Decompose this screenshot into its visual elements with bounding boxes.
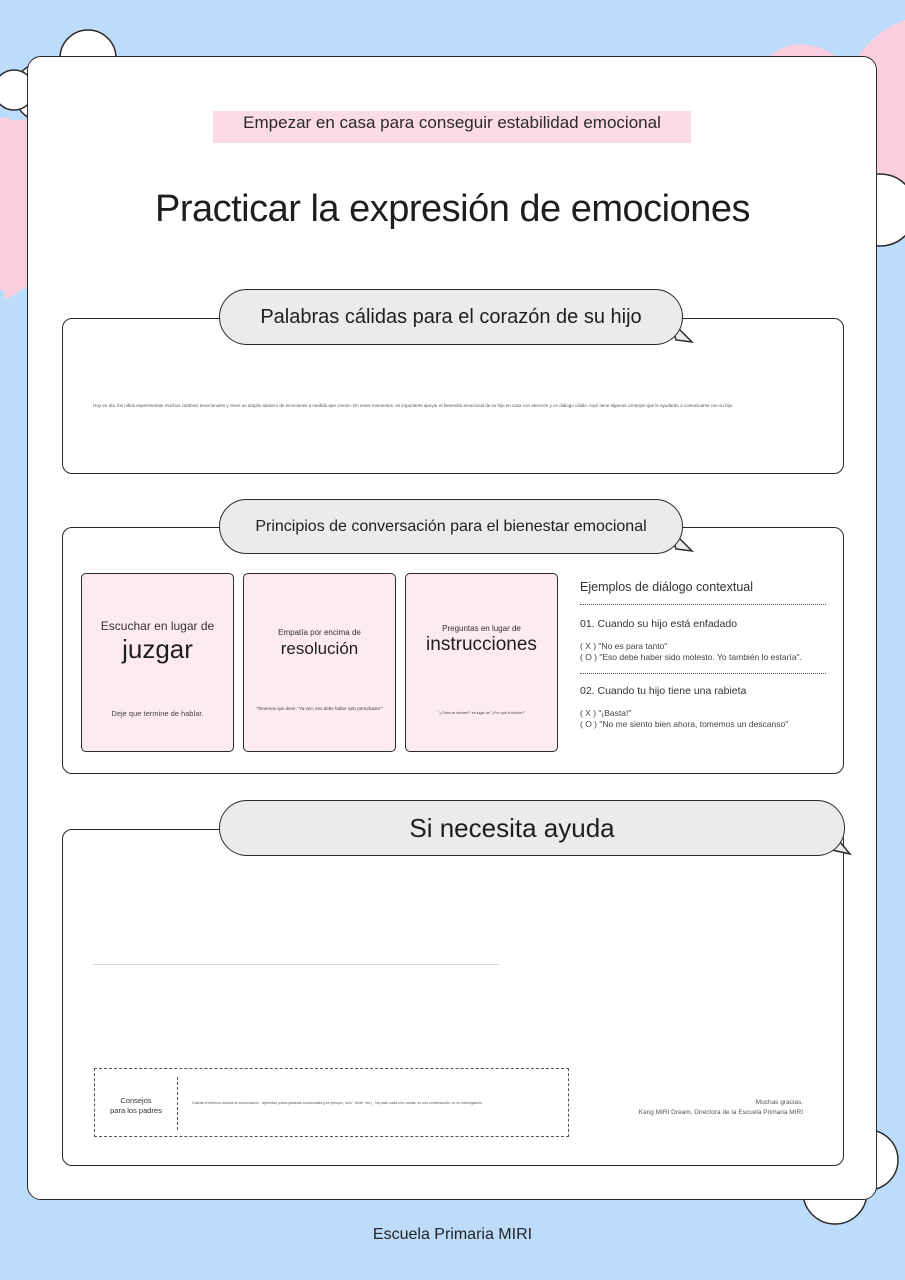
footer-school-name: Escuela Primaria MIRI <box>372 1226 533 1243</box>
tips-text: Guarde el teléfono durante la conversación · Aprendan juntos palabras emocionales (por ejemplo, 'solo', 'triste', etc.) · No pase nada si le cuesta; es una conversación, no un interrogatorio. <box>192 1101 483 1105</box>
tips-label-line2: para los padres <box>110 1106 162 1115</box>
example-heading: 01. Cuando su hijo está enfadado <box>580 618 738 630</box>
parent-tips-box <box>94 1068 569 1137</box>
principle-card-listen <box>81 573 234 752</box>
card-note: "Tenemos que decir: 'Ya veo, eso debe haber sido perturbador'" <box>256 706 383 711</box>
section-heading-text: Palabras cálidas para el corazón de su hijo <box>260 306 642 328</box>
card-small-label: Empatía por encima de <box>278 628 361 637</box>
section-heading-warm-words <box>219 289 683 345</box>
principle-card-questions <box>405 573 558 752</box>
dialogue-examples <box>580 580 826 730</box>
example-bad: ( X ) "¡Basta!" <box>580 708 632 718</box>
signature-block <box>639 1098 803 1118</box>
example-good: ( O ) "Eso debe haber sido molesto. Yo también lo estaría". <box>580 652 802 662</box>
intro-paragraph: Hoy en día, los niños experimentan muchos cambios emocionales y viven un amplio abanico de emociones a medida que crecen. En estos momentos, es importante apoyar el bienestar emocional de su hijo en casa con atención y un diálogo cálido. Aquí tiene algunos consejos que le ayudarán a comunicarse con su hijo. <box>93 403 734 408</box>
section-heading-principles <box>219 499 683 554</box>
help-divider-line <box>93 964 499 965</box>
dotted-divider <box>580 673 826 674</box>
principle-card-empathy <box>243 573 396 752</box>
example-bad: ( X ) "No es para tanto" <box>580 641 668 651</box>
tips-label-line1: Consejos <box>120 1096 152 1105</box>
card-small-label: Preguntas en lugar de <box>442 624 521 633</box>
section-heading-text: Principios de conversación para el bienestar emocional <box>255 518 647 535</box>
section-heading-text: Si necesita ayuda <box>409 813 615 843</box>
example-heading: 02. Cuando tu hijo tiene una rabieta <box>580 685 747 697</box>
thanks-line: Muchas gracias. <box>755 1099 803 1106</box>
card-small-label: Escuchar en lugar de <box>100 619 215 633</box>
examples-title: Ejemplos de diálogo contextual <box>580 580 754 594</box>
card-note: "¿Cómo te sientes?" en lugar de "¿Por qué lo hiciste?" <box>437 711 525 715</box>
card-big-label: resolución <box>280 639 359 658</box>
signature-line: Kang MIRI Dream, Directora de la Escuela Primaria MIRI <box>638 1109 803 1116</box>
card-big-label: instrucciones <box>426 634 537 655</box>
card-big-label: juzgar <box>122 634 193 664</box>
page-title: Practicar la expresión de emociones <box>154 188 751 230</box>
card-note: Deje que termine de hablar. <box>111 709 204 718</box>
dotted-divider <box>580 604 826 605</box>
tips-label <box>95 1069 177 1136</box>
example-good: ( O ) "No me siento bien ahora, tomemos un descanso" <box>580 719 789 729</box>
tips-divider <box>177 1077 178 1130</box>
section-heading-help <box>219 800 845 856</box>
page-subtitle: Empezar en casa para conseguir estabilidad emocional <box>213 111 691 143</box>
